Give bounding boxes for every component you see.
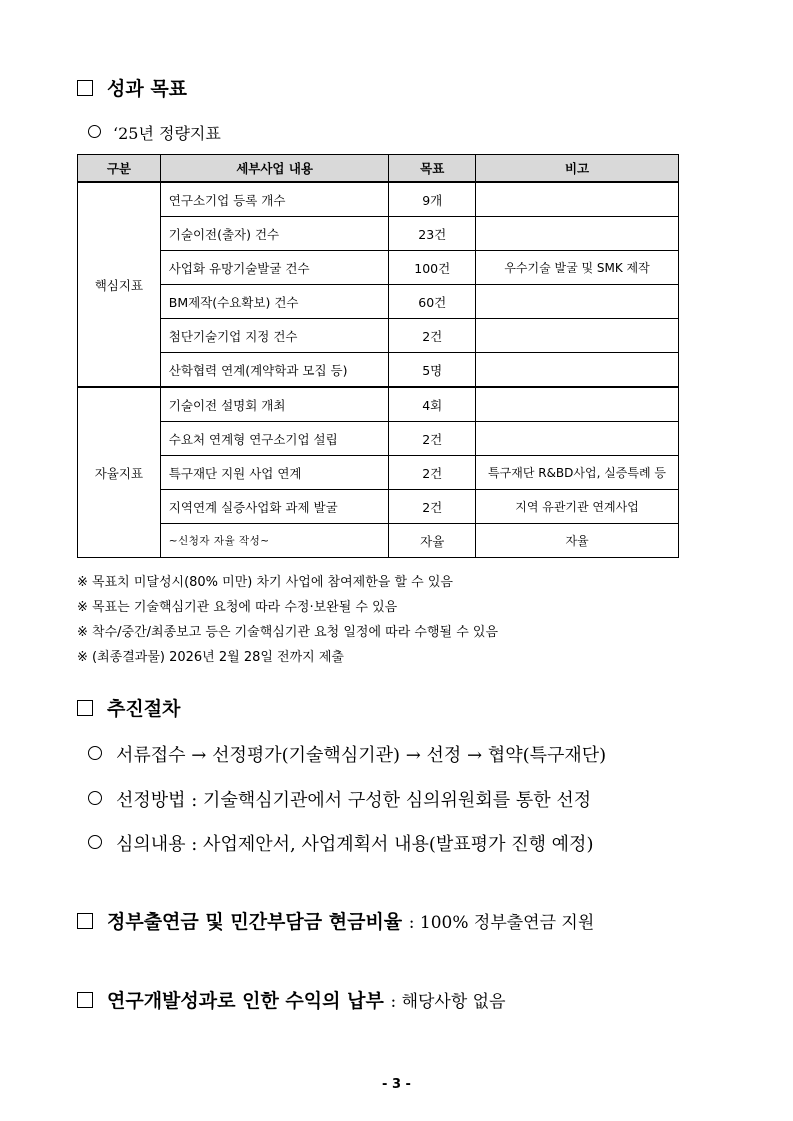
item-cell: ~신청자 자율 작성~ [160,524,389,558]
item-cell: 기술이전 설명회 개최 [160,387,389,422]
target-cell: 5명 [389,353,476,388]
notes-list [77,570,498,670]
target-cell: 23건 [389,217,476,251]
note-cell [476,387,679,422]
item-cell: 기술이전(출자) 건수 [160,217,389,251]
target-cell: 2건 [389,490,476,524]
note-cell [476,353,679,388]
item-cell: 수요처 연계형 연구소기업 설립 [160,422,389,456]
category-cell-autonomous: 자율지표 [78,387,161,558]
target-cell: 9개 [389,182,476,217]
note-cell: 우수기술 발굴 및 SMK 제작 [476,251,679,285]
category-cell-core: 핵심지표 [78,182,161,387]
funding-value: : 100% 정부출연금 지원 [408,913,595,933]
header-target: 목표 [389,155,476,183]
target-cell: 2건 [389,319,476,353]
table-row [78,524,679,558]
note-cell [476,182,679,217]
note-cell [476,285,679,319]
header-item: 세부사업 내용 [160,155,389,183]
table-row [78,319,679,353]
target-cell: 60건 [389,285,476,319]
note-item: ※ 목표는 기술핵심기관 요청에 따라 수정·보완될 수 있음 [77,600,398,615]
section-heading-funding: 정부출연금 및 민간부담금 현금비율 : 100% 정부출연금 지원 [77,907,594,934]
table-row [78,285,679,319]
target-cell: 100건 [389,251,476,285]
note-cell [476,217,679,251]
item-cell: 지역연계 실증사업화 과제 발굴 [160,490,389,524]
target-cell: 자율 [389,524,476,558]
table-row [78,422,679,456]
circle-bullet-icon [88,835,102,849]
checkbox-square-icon [77,700,93,716]
table-row [78,490,679,524]
table-row [78,217,679,251]
table-row [78,353,679,388]
table-row [78,387,679,422]
page-number: - 3 - [382,1077,411,1092]
target-cell: 4회 [389,387,476,422]
procedure-item: 심의내용 : 사업제안서, 사업계획서 내용(발표평가 진행 예정) [88,830,593,856]
subsection-title-quant: ‘25년 정량지표 [88,121,221,144]
item-cell: 첨단기술기업 지정 건수 [160,319,389,353]
item-cell: BM제작(수요확보) 건수 [160,285,389,319]
table-header-row [78,155,679,183]
section-heading-revenue: 연구개발성과로 인한 수익의 납부 : 해당사항 없음 [77,986,506,1013]
revenue-value: : 해당사항 없음 [390,992,506,1012]
note-item: ※ 목표치 미달성시(80% 미만) 차기 사업에 참여제한을 할 수 있음 [77,575,453,590]
note-cell: 지역 유관기관 연계사업 [476,490,679,524]
item-cell: 연구소기업 등록 개수 [160,182,389,217]
circle-bullet-icon [88,791,102,805]
checkbox-square-icon [77,80,93,96]
target-cell: 2건 [389,456,476,490]
procedure-item: 서류접수 → 선정평가(기술핵심기관) → 선정 → 협약(특구재단) [88,741,606,767]
section-heading-procedure: 추진절차 [77,694,180,721]
goals-table [77,154,679,558]
note-cell: 특구재단 R&BD사업, 실증특례 등 [476,456,679,490]
note-cell [476,422,679,456]
circle-bullet-icon [88,746,102,760]
header-category: 구분 [78,155,161,183]
item-cell: 산학협력 연계(계약학과 모집 등) [160,353,389,388]
note-cell [476,319,679,353]
header-note: 비고 [476,155,679,183]
target-cell: 2건 [389,422,476,456]
note-item: ※ (최종결과물) 2026년 2월 28일 전까지 제출 [77,650,344,665]
checkbox-square-icon [77,992,93,1008]
procedure-item: 선정방법 : 기술핵심기관에서 구성한 심의위원회를 통한 선정 [88,786,591,812]
item-cell: 사업화 유망기술발굴 건수 [160,251,389,285]
table-row [78,251,679,285]
note-item: ※ 착수/중간/최종보고 등은 기술핵심기관 요청 일정에 따라 수행될 수 있음 [77,625,499,640]
table-row [78,456,679,490]
checkbox-square-icon [77,913,93,929]
note-cell: 자율 [476,524,679,558]
circle-bullet-icon [88,125,101,138]
section-heading-goals: 성과 목표 [77,74,187,101]
item-cell: 특구재단 지원 사업 연계 [160,456,389,490]
table-row [78,182,679,217]
